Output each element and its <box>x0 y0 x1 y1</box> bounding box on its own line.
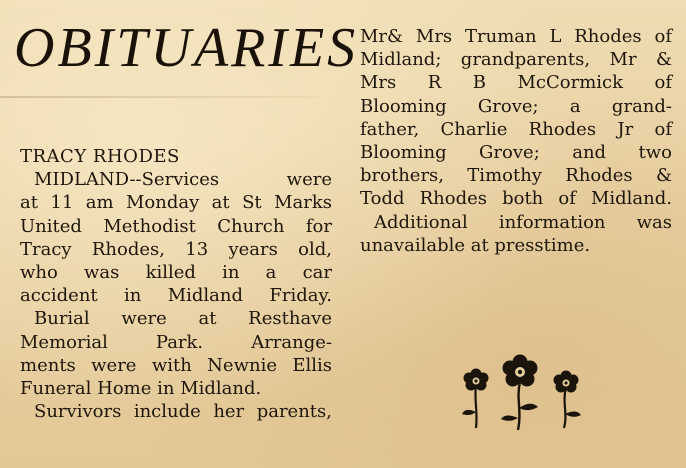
text-line: Mr& Mrs Truman L Rhodes of <box>360 26 672 47</box>
text-line: Blooming Grove; and two <box>360 141 672 163</box>
text-line: United Methodist Church for <box>20 215 332 237</box>
flower-right-icon <box>554 371 582 429</box>
text-line: MIDLAND--Services were <box>34 169 332 191</box>
section-title: OBITUARIES <box>14 17 359 79</box>
text-line: who was killed in a car <box>20 261 332 283</box>
text-line: unavailable at presstime. <box>360 234 591 256</box>
text-line: Midland; grandparents, Mr & <box>360 49 672 71</box>
text-line: father, Charlie Rhodes Jr of <box>360 118 672 140</box>
text-line: accident in Midland Friday. <box>20 285 332 307</box>
text-line: at 11 am Monday at St Marks <box>20 192 332 214</box>
text-line: ments were with Newnie Ellis <box>20 354 332 376</box>
text-line: Todd Rhodes both of Midland. <box>360 188 672 210</box>
text-line: Additional information was <box>374 211 672 233</box>
text-line: Survivors include her parents, <box>34 401 332 423</box>
left-column <box>20 145 332 423</box>
flower-left-icon <box>462 369 489 429</box>
text-line: Mrs R B McCormick of <box>360 72 672 94</box>
flowers-ornament <box>458 352 584 432</box>
text-line: Memorial Park. Arrange- <box>20 331 332 353</box>
text-line: Tracy Rhodes, 13 years old, <box>20 238 332 260</box>
obituary-name: TRACY RHODES <box>20 146 180 167</box>
text-line: brothers, Timothy Rhodes & <box>360 165 672 187</box>
flower-center-icon <box>501 355 538 431</box>
text-line: Blooming Grove; a grand- <box>360 95 672 117</box>
right-column <box>360 25 672 257</box>
paper-fold-line <box>0 96 320 98</box>
text-line: Funeral Home in Midland. <box>20 377 262 399</box>
text-line: Burial were at Resthave <box>34 308 332 330</box>
